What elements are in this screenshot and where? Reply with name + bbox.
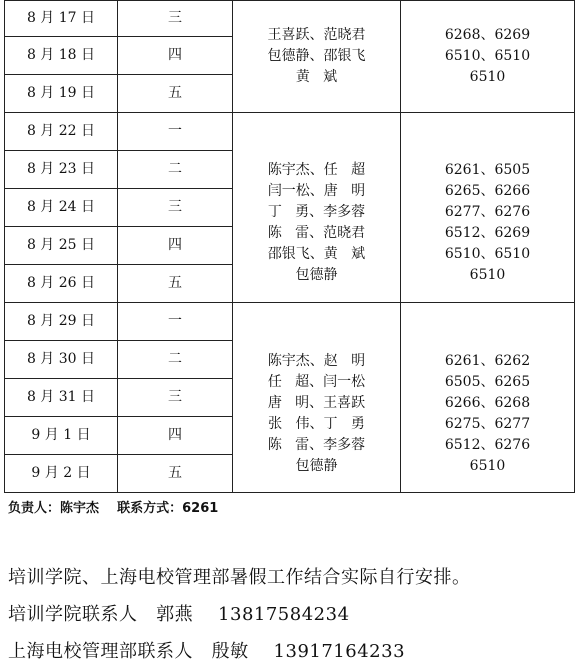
date-cell: 8 月 24 日 xyxy=(5,189,118,227)
extension-line: 6512、6269 xyxy=(444,225,531,241)
date-cell: 8 月 29 日 xyxy=(5,303,118,341)
date-cell: 8 月 26 日 xyxy=(5,265,118,303)
training-contact: 培训学院联系人 郭燕 13817584234 xyxy=(8,604,350,625)
staff-line: 任 超、闫一松 xyxy=(267,374,366,390)
staff-line: 张 伟、丁 勇 xyxy=(268,416,365,432)
arrangement-note: 培训学院、上海电校管理部暑假工作结合实际自行安排。 xyxy=(8,567,471,588)
date-cell: 8 月 19 日 xyxy=(5,75,118,113)
table-row xyxy=(5,303,575,341)
staff-line: 邵银飞、黄 斌 xyxy=(267,246,366,262)
weekday-cell: 三 xyxy=(118,379,233,417)
staff-line: 包德静、邵银飞 xyxy=(267,48,366,64)
weekday-cell: 四 xyxy=(118,227,233,265)
date-cell: 9 月 2 日 xyxy=(5,455,118,493)
staff-cell xyxy=(233,113,401,303)
table-row xyxy=(5,1,575,37)
school-contact: 上海电校管理部联系人 殷敏 13917164233 xyxy=(8,641,406,662)
extension-line: 6265、6266 xyxy=(444,183,531,199)
extension-line: 6266、6268 xyxy=(444,395,531,411)
staff-line: 陈宇杰、任 超 xyxy=(267,162,366,178)
weekday-cell: 五 xyxy=(118,265,233,303)
extension-line: 6510 xyxy=(469,458,506,474)
extension-line: 6268、6269 xyxy=(444,27,531,43)
staff-line: 陈宇杰、赵 明 xyxy=(267,353,366,369)
date-cell: 8 月 23 日 xyxy=(5,151,118,189)
extension-line: 6261、6262 xyxy=(444,353,531,369)
weekday-cell: 三 xyxy=(118,1,233,37)
extension-line: 6261、6505 xyxy=(444,162,531,178)
extension-line: 6510 xyxy=(469,69,506,85)
extension-line: 6510、6510 xyxy=(444,246,531,262)
staff-line: 唐 明、王喜跃 xyxy=(267,395,366,411)
staff-line: 陈 雷、李多蓉 xyxy=(267,437,366,453)
extension-line: 6512、6276 xyxy=(444,437,531,453)
weekday-cell: 二 xyxy=(118,151,233,189)
extension-cell xyxy=(401,1,575,113)
date-cell: 8 月 22 日 xyxy=(5,113,118,151)
staff-cell xyxy=(233,303,401,493)
staff-cell xyxy=(233,1,401,113)
staff-line: 包德静 xyxy=(295,458,338,474)
staff-line: 闫一松、唐 明 xyxy=(267,183,366,199)
extension-line: 6510 xyxy=(469,267,506,283)
staff-line: 黄 斌 xyxy=(295,69,338,85)
date-cell: 8 月 17 日 xyxy=(5,1,118,37)
extension-line: 6277、6276 xyxy=(444,204,531,220)
weekday-cell: 一 xyxy=(118,303,233,341)
weekday-cell: 二 xyxy=(118,341,233,379)
weekday-cell: 一 xyxy=(118,113,233,151)
weekday-cell: 四 xyxy=(118,37,233,75)
staff-line: 丁 勇、李多蓉 xyxy=(267,204,366,220)
date-cell: 8 月 18 日 xyxy=(5,37,118,75)
date-cell: 8 月 30 日 xyxy=(5,341,118,379)
staff-line: 王喜跃、范晓君 xyxy=(267,27,366,43)
weekday-cell: 三 xyxy=(118,189,233,227)
extension-line: 6275、6277 xyxy=(444,416,531,432)
responsible-person: 负责人：陈宇杰 联系方式：6261 xyxy=(8,501,219,516)
extension-cell xyxy=(401,303,575,493)
weekday-cell: 五 xyxy=(118,455,233,493)
date-cell: 8 月 31 日 xyxy=(5,379,118,417)
date-cell: 9 月 1 日 xyxy=(5,417,118,455)
extension-line: 6510、6510 xyxy=(444,48,531,64)
staff-line: 陈 雷、范晓君 xyxy=(267,225,366,241)
duty-table xyxy=(4,0,575,493)
date-cell: 8 月 25 日 xyxy=(5,227,118,265)
table-row xyxy=(5,113,575,151)
weekday-cell: 四 xyxy=(118,417,233,455)
extension-line: 6505、6265 xyxy=(444,374,531,390)
extension-cell xyxy=(401,113,575,303)
weekday-cell: 五 xyxy=(118,75,233,113)
staff-line: 包德静 xyxy=(295,267,338,283)
